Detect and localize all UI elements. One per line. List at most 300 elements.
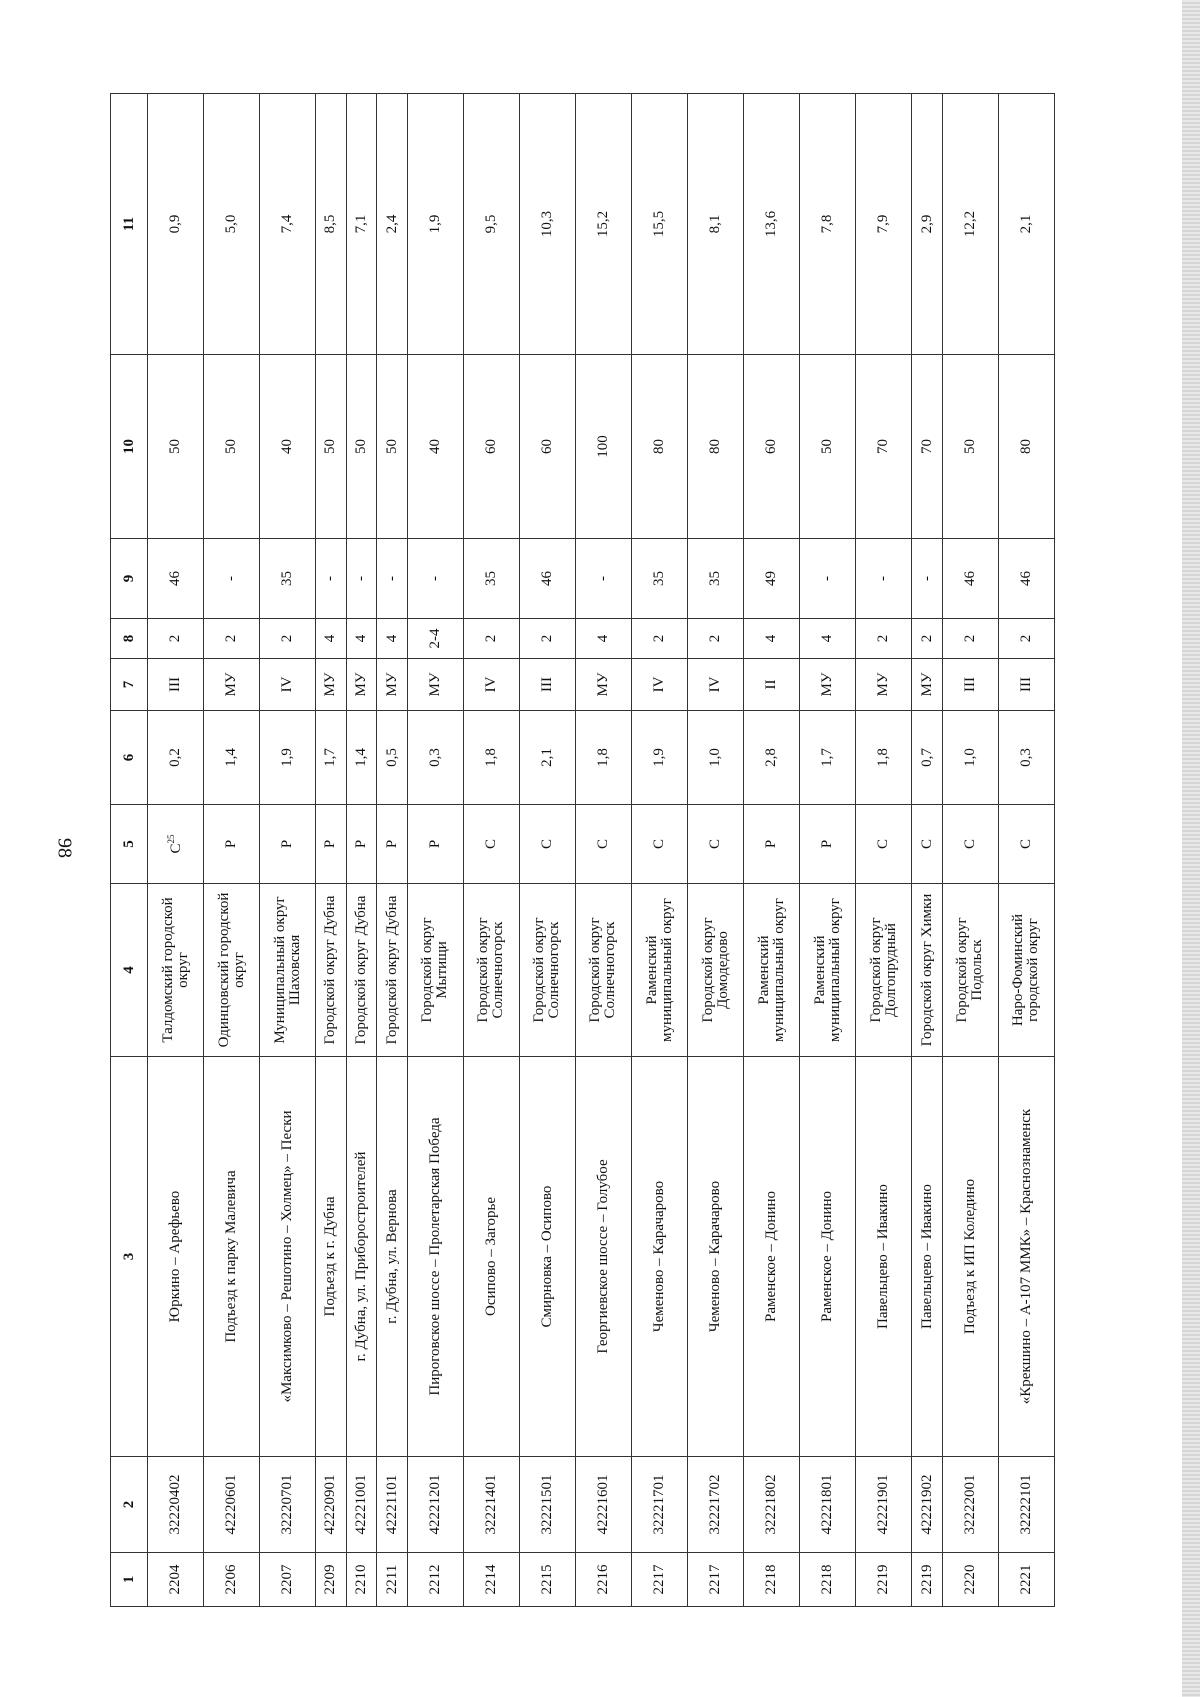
lanes-cell	[942, 619, 998, 659]
row-number-cell	[688, 1553, 744, 1607]
category-text: Р	[426, 839, 443, 849]
length-text: 1,4	[352, 748, 369, 767]
speed-cell	[632, 355, 688, 539]
road-name-cell	[377, 1057, 408, 1457]
value-text: 15,2	[594, 210, 611, 238]
table-row	[998, 94, 1054, 1607]
row-number-text: 2209	[322, 1564, 339, 1595]
road-code-cell	[800, 1457, 856, 1553]
category-cell	[346, 805, 377, 884]
category-cell	[316, 805, 347, 884]
length-cell	[260, 711, 316, 805]
district-text: Талдомский городской округ	[159, 897, 191, 1043]
speed-cell	[688, 355, 744, 539]
length-text: 1,9	[279, 748, 296, 767]
row-number-text: 2211	[383, 1564, 400, 1595]
road-code-cell	[632, 1457, 688, 1553]
rotated-page	[110, 94, 1055, 1607]
table-row	[912, 94, 943, 1607]
table-row	[204, 94, 260, 1607]
road-code-cell	[575, 1457, 631, 1553]
district-cell	[744, 884, 800, 1057]
district-cell	[912, 884, 943, 1057]
road-name-text: Павельцево – Ивакино	[875, 1184, 892, 1329]
lanes-cell	[316, 619, 347, 659]
width-cell	[744, 539, 800, 619]
class-cell	[407, 659, 463, 711]
road-code-text: 32221702	[707, 1474, 724, 1535]
row-number-cell	[856, 1553, 912, 1607]
lanes-cell	[744, 619, 800, 659]
district-cell	[800, 884, 856, 1057]
value-text: 15,5	[651, 210, 668, 238]
category-cell	[998, 805, 1054, 884]
class-text: МУ	[918, 672, 935, 697]
lanes-cell	[688, 619, 744, 659]
district-cell	[377, 884, 408, 1057]
width-text: 35	[651, 571, 668, 586]
road-code-text: 32221501	[538, 1474, 555, 1535]
row-number-cell	[204, 1553, 260, 1607]
width-text: 46	[167, 571, 184, 586]
table-row	[377, 94, 408, 1607]
width-cell	[632, 539, 688, 619]
row-number-cell	[377, 1553, 408, 1607]
road-code-text: 42221201	[426, 1474, 443, 1535]
value-cell	[998, 94, 1054, 355]
length-text: 1,7	[322, 748, 339, 767]
district-cell	[148, 884, 204, 1057]
width-cell	[575, 539, 631, 619]
speed-cell	[204, 355, 260, 539]
length-text: 0,2	[167, 748, 184, 767]
value-text: 9,5	[482, 214, 499, 234]
lanes-cell	[346, 619, 377, 659]
header-cell: 10	[111, 355, 148, 539]
value-text: 2,9	[918, 214, 935, 234]
road-name-text: г. Дубна, ул. Вернова	[383, 1189, 400, 1324]
header-cell: 8	[111, 619, 148, 659]
class-text: IV	[707, 676, 724, 693]
speed-text: 60	[763, 439, 780, 454]
district-cell	[463, 884, 519, 1057]
value-cell	[407, 94, 463, 355]
category-cell	[942, 805, 998, 884]
width-text: 49	[763, 571, 780, 586]
width-cell	[407, 539, 463, 619]
speed-cell	[148, 355, 204, 539]
category-cell	[632, 805, 688, 884]
class-text: IV	[651, 676, 668, 693]
lanes-text: 4	[352, 634, 369, 643]
lanes-cell	[856, 619, 912, 659]
district-text: Раменский муниципальный округ	[811, 898, 843, 1042]
row-number-text: 2220	[961, 1564, 978, 1595]
category-cell	[519, 805, 575, 884]
lanes-text: 2-4	[426, 628, 443, 649]
row-number-cell	[463, 1553, 519, 1607]
value-text: 8,5	[322, 214, 339, 234]
speed-cell	[575, 355, 631, 539]
row-number-text: 2212	[426, 1564, 443, 1595]
road-name-text: Чеменово – Карачарово	[707, 1180, 724, 1333]
road-name-text: Смирновка – Осипово	[538, 1185, 555, 1328]
length-text: 1,8	[594, 748, 611, 767]
value-text: 2,4	[383, 214, 400, 234]
speed-cell	[519, 355, 575, 539]
district-text: Городской округ Дубна	[352, 895, 369, 1045]
width-text: 46	[961, 571, 978, 586]
row-number-cell	[148, 1553, 204, 1607]
value-text: 5,0	[223, 214, 240, 234]
value-cell	[744, 94, 800, 355]
class-cell	[519, 659, 575, 711]
row-number-cell	[346, 1553, 377, 1607]
class-text: МУ	[223, 672, 240, 697]
length-text: 0,3	[1017, 748, 1034, 767]
value-cell	[575, 94, 631, 355]
road-name-cell	[575, 1057, 631, 1457]
value-text: 7,1	[352, 214, 369, 234]
class-cell	[856, 659, 912, 711]
length-cell	[744, 711, 800, 805]
row-number-cell	[942, 1553, 998, 1607]
road-name-cell	[998, 1057, 1054, 1457]
value-text: 2,1	[1017, 214, 1034, 234]
length-cell	[688, 711, 744, 805]
row-number-text: 2219	[918, 1564, 935, 1595]
road-code-cell	[998, 1457, 1054, 1553]
speed-cell	[407, 355, 463, 539]
header-cell: 9	[111, 539, 148, 619]
length-text: 1,0	[961, 748, 978, 767]
width-cell	[688, 539, 744, 619]
road-name-cell	[744, 1057, 800, 1457]
category-text: Р	[763, 839, 780, 849]
row-number-text: 2221	[1017, 1564, 1034, 1595]
value-cell	[519, 94, 575, 355]
lanes-text: 2	[875, 634, 892, 643]
width-cell	[942, 539, 998, 619]
row-number-text: 2216	[594, 1564, 611, 1595]
road-code-text: 42220901	[322, 1474, 339, 1535]
width-cell	[463, 539, 519, 619]
speed-text: 50	[322, 439, 339, 454]
road-code-cell	[148, 1457, 204, 1553]
header-cell: 5	[111, 805, 148, 884]
class-cell	[148, 659, 204, 711]
value-text: 13,6	[763, 210, 780, 238]
lanes-text: 2	[1017, 634, 1034, 643]
road-code-cell	[204, 1457, 260, 1553]
table-row	[148, 94, 204, 1607]
table-row	[632, 94, 688, 1607]
road-name-cell	[800, 1057, 856, 1457]
length-text: 1,4	[223, 748, 240, 767]
category-cell	[688, 805, 744, 884]
header-row	[111, 94, 148, 1607]
road-name-cell	[632, 1057, 688, 1457]
road-name-text: «Крекшино – А-107 ММК» – Краснознаменск	[1017, 1108, 1034, 1405]
table-row	[575, 94, 631, 1607]
district-cell	[346, 884, 377, 1057]
road-code-cell	[346, 1457, 377, 1553]
road-name-cell	[148, 1057, 204, 1457]
length-cell	[575, 711, 631, 805]
district-cell	[856, 884, 912, 1057]
length-cell	[800, 711, 856, 805]
speed-cell	[377, 355, 408, 539]
class-text: III	[538, 677, 555, 692]
district-text: Городской округ Мытищи	[419, 917, 451, 1023]
row-number-cell	[316, 1553, 347, 1607]
class-text: МУ	[383, 672, 400, 697]
table-row	[942, 94, 998, 1607]
length-cell	[519, 711, 575, 805]
width-cell	[148, 539, 204, 619]
width-text: -	[383, 576, 400, 581]
speed-cell	[856, 355, 912, 539]
table-row	[856, 94, 912, 1607]
class-cell	[575, 659, 631, 711]
class-text: III	[1017, 677, 1034, 692]
road-code-text: 32222101	[1017, 1474, 1034, 1535]
district-cell	[260, 884, 316, 1057]
scan-edge	[1182, 0, 1200, 1697]
lanes-text: 2	[279, 634, 296, 643]
road-code-text: 42221801	[819, 1474, 836, 1535]
class-text: МУ	[594, 672, 611, 697]
table-row	[519, 94, 575, 1607]
table-row	[316, 94, 347, 1607]
header-cell: 7	[111, 659, 148, 711]
speed-cell	[942, 355, 998, 539]
class-text: МУ	[352, 672, 369, 697]
road-name-cell	[463, 1057, 519, 1457]
row-number-cell	[575, 1553, 631, 1607]
category-cell	[744, 805, 800, 884]
row-number-cell	[800, 1553, 856, 1607]
value-cell	[463, 94, 519, 355]
category-text: С	[707, 839, 724, 850]
road-table	[110, 93, 1055, 1607]
table-row	[407, 94, 463, 1607]
width-cell	[912, 539, 943, 619]
value-cell	[912, 94, 943, 355]
width-text: -	[322, 576, 339, 581]
width-cell	[346, 539, 377, 619]
value-text: 8,1	[707, 214, 724, 234]
value-text: 7,8	[819, 214, 836, 234]
length-cell	[407, 711, 463, 805]
length-cell	[463, 711, 519, 805]
speed-text: 50	[961, 439, 978, 454]
district-text: Одинцовский городской округ	[215, 892, 247, 1048]
district-cell	[632, 884, 688, 1057]
road-name-text: Осипово – Загорье	[482, 1197, 499, 1316]
road-name-cell	[912, 1057, 943, 1457]
length-text: 0,7	[918, 748, 935, 767]
value-cell	[688, 94, 744, 355]
row-number-text: 2214	[482, 1564, 499, 1595]
road-code-text: 32221701	[651, 1474, 668, 1535]
width-cell	[204, 539, 260, 619]
district-cell	[575, 884, 631, 1057]
speed-text: 80	[651, 439, 668, 454]
road-code-cell	[688, 1457, 744, 1553]
value-cell	[148, 94, 204, 355]
header-cell: 2	[111, 1457, 148, 1553]
speed-text: 70	[875, 439, 892, 454]
category-text: Р	[819, 839, 836, 849]
lanes-cell	[148, 619, 204, 659]
category-cell	[204, 805, 260, 884]
speed-text: 50	[819, 439, 836, 454]
road-name-cell	[856, 1057, 912, 1457]
category-text: Р	[352, 839, 369, 849]
road-name-text: Подъезд к ИП Коледино	[961, 1178, 978, 1335]
value-cell	[204, 94, 260, 355]
lanes-cell	[912, 619, 943, 659]
speed-text: 50	[383, 439, 400, 454]
road-code-text: 32221401	[482, 1474, 499, 1535]
length-text: 2,1	[538, 748, 555, 767]
width-text: -	[352, 576, 369, 581]
road-code-text: 32222001	[961, 1474, 978, 1535]
lanes-text: 2	[482, 634, 499, 643]
category-text: С	[961, 839, 978, 850]
category-text: С	[168, 843, 185, 854]
district-cell	[316, 884, 347, 1057]
district-cell	[519, 884, 575, 1057]
category-text: С	[875, 839, 892, 850]
class-cell	[998, 659, 1054, 711]
class-text: МУ	[819, 672, 836, 697]
table-row	[744, 94, 800, 1607]
speed-cell	[463, 355, 519, 539]
lanes-cell	[632, 619, 688, 659]
speed-text: 50	[352, 439, 369, 454]
road-name-text: Пироговское шоссе – Пролетарская Победа	[426, 1117, 443, 1396]
width-cell	[998, 539, 1054, 619]
category-text: С	[594, 839, 611, 850]
speed-text: 50	[223, 439, 240, 454]
value-cell	[942, 94, 998, 355]
road-name-text: Подъезд к парку Малевича	[223, 1170, 240, 1343]
length-cell	[632, 711, 688, 805]
road-name-text: «Максимково – Решотино – Холмец» – Пески	[279, 1110, 296, 1403]
road-code-text: 42221001	[352, 1474, 369, 1535]
lanes-text: 2	[538, 634, 555, 643]
value-text: 1,9	[426, 214, 443, 234]
class-cell	[346, 659, 377, 711]
row-number-text: 2219	[875, 1564, 892, 1595]
class-text: III	[961, 677, 978, 692]
length-cell	[998, 711, 1054, 805]
header-cell: 3	[111, 1057, 148, 1457]
lanes-cell	[998, 619, 1054, 659]
lanes-text: 4	[763, 634, 780, 643]
road-name-text: Раменское – Донино	[819, 1191, 836, 1323]
length-cell	[377, 711, 408, 805]
length-cell	[316, 711, 347, 805]
width-cell	[377, 539, 408, 619]
class-text: III	[167, 677, 184, 692]
speed-text: 100	[594, 435, 611, 458]
district-text: Городской округ Солнечногорск	[531, 917, 563, 1023]
row-number-text: 2215	[538, 1564, 555, 1595]
lanes-text: 2	[651, 634, 668, 643]
row-number-text: 2207	[279, 1564, 296, 1595]
speed-text: 60	[482, 439, 499, 454]
row-number-cell	[632, 1553, 688, 1607]
length-cell	[856, 711, 912, 805]
row-number-text: 2204	[167, 1564, 184, 1595]
category-text: С	[538, 839, 555, 850]
length-text: 2,8	[763, 748, 780, 767]
lanes-cell	[519, 619, 575, 659]
category-text: Р	[279, 839, 296, 849]
district-cell	[942, 884, 998, 1057]
speed-cell	[316, 355, 347, 539]
class-text: МУ	[322, 672, 339, 697]
road-code-cell	[377, 1457, 408, 1553]
class-cell	[377, 659, 408, 711]
road-code-cell	[463, 1457, 519, 1553]
speed-text: 40	[426, 439, 443, 454]
road-name-cell	[688, 1057, 744, 1457]
width-cell	[260, 539, 316, 619]
width-text: 46	[1017, 571, 1034, 586]
speed-cell	[260, 355, 316, 539]
lanes-cell	[463, 619, 519, 659]
speed-text: 80	[1017, 439, 1034, 454]
length-text: 1,8	[875, 748, 892, 767]
width-cell	[316, 539, 347, 619]
value-cell	[260, 94, 316, 355]
header-cell: 11	[111, 94, 148, 355]
width-cell	[519, 539, 575, 619]
length-text: 1,0	[707, 748, 724, 767]
road-code-cell	[912, 1457, 943, 1553]
road-name-text: Павельцево – Ивакино	[918, 1184, 935, 1329]
road-code-cell	[316, 1457, 347, 1553]
value-cell	[800, 94, 856, 355]
road-code-text: 32220701	[279, 1474, 296, 1535]
road-name-cell	[346, 1057, 377, 1457]
value-cell	[856, 94, 912, 355]
row-number-text: 2206	[223, 1564, 240, 1595]
road-name-cell	[316, 1057, 347, 1457]
district-text: Городской округ Солнечногорск	[475, 917, 507, 1023]
district-cell	[407, 884, 463, 1057]
category-text: С	[918, 839, 935, 850]
district-cell	[688, 884, 744, 1057]
road-name-text: Подъезд к г. Дубна	[322, 1196, 339, 1317]
page-number: 98	[53, 838, 76, 858]
category-text: Р	[223, 839, 240, 849]
road-code-cell	[942, 1457, 998, 1553]
category-text: С	[1017, 839, 1034, 850]
length-text: 1,7	[819, 748, 836, 767]
road-name-text: Юркино – Арефьево	[167, 1190, 184, 1323]
length-text: 1,9	[651, 748, 668, 767]
category-cell	[407, 805, 463, 884]
speed-text: 60	[538, 439, 555, 454]
row-number-cell	[912, 1553, 943, 1607]
lanes-text: 4	[322, 634, 339, 643]
value-cell	[346, 94, 377, 355]
